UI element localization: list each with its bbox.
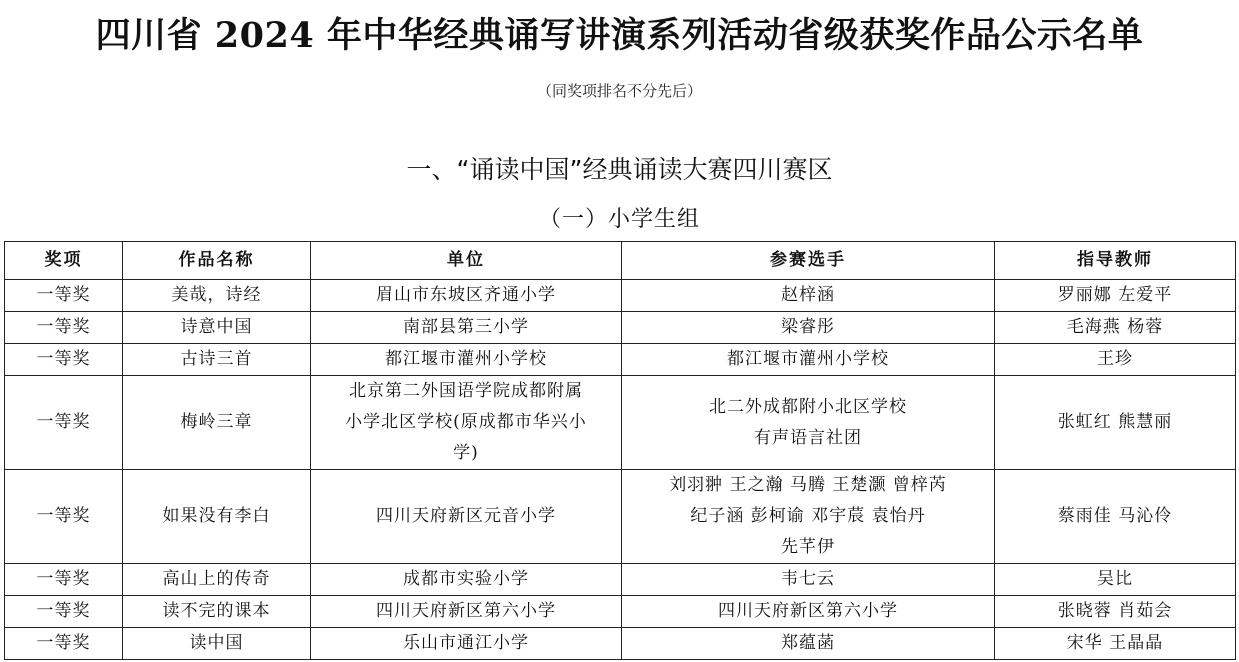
unit-cell — [311, 564, 622, 596]
contestants-line: 纪子涵 彭柯谕 邓宇莀 袁怡丹 — [690, 506, 926, 526]
unit-line: 小学北区学校(原成都市华兴小 — [345, 412, 587, 432]
table-row — [5, 596, 1236, 628]
work-cell: 古诗三首 — [123, 344, 311, 376]
unit-cell — [311, 280, 622, 312]
contestants-line: 刘羽翀 王之瀚 马腾 王楚灏 曾梓芮 — [669, 475, 947, 495]
award-cell: 一等奖 — [5, 280, 123, 312]
table-row — [5, 376, 1236, 470]
unit-cell — [311, 596, 622, 628]
contestants-line: 北二外成都附小北区学校 — [709, 396, 907, 417]
unit-line: 南部县第三小学 — [403, 317, 529, 337]
unit-line: 都江堰市灌州小学校 — [385, 349, 547, 369]
teachers-cell: 罗丽娜 左爱平 — [995, 280, 1236, 312]
table-row — [5, 470, 1236, 564]
header-award: 奖项 — [5, 242, 123, 280]
ranking-note: （同奖项排名不分先后） — [536, 82, 702, 100]
award-cell: 一等奖 — [5, 470, 123, 564]
table-row — [5, 344, 1236, 376]
table-row — [5, 564, 1236, 596]
table-header-row — [5, 242, 1236, 280]
unit-line: 眉山市东坡区齐通小学 — [376, 285, 556, 305]
contestants-line: 四川天府新区第六小学 — [718, 601, 898, 621]
header-unit: 单位 — [311, 242, 622, 280]
contestants-cell — [622, 312, 995, 344]
group-title: （一）小学生组 — [538, 207, 700, 232]
contestants-cell — [622, 596, 995, 628]
award-cell: 一等奖 — [5, 344, 123, 376]
unit-cell — [311, 628, 622, 660]
contestants-cell — [622, 344, 995, 376]
work-cell: 读中国 — [123, 628, 311, 660]
table-row — [5, 280, 1236, 312]
work-cell: 梅岭三章 — [123, 376, 311, 470]
award-cell: 一等奖 — [5, 596, 123, 628]
header-work-title: 作品名称 — [123, 242, 311, 280]
teachers-cell: 吴比 — [995, 564, 1236, 596]
unit-line: 乐山市通江小学 — [403, 633, 529, 653]
award-cell: 一等奖 — [5, 628, 123, 660]
contestants-line: 都江堰市灌州小学校 — [727, 349, 889, 369]
contestants-line: 有声语言社团 — [754, 427, 862, 448]
work-cell: 美哉，诗经 — [123, 280, 311, 312]
work-cell: 高山上的传奇 — [123, 564, 311, 596]
document-title: 四川省 2024 年中华经典诵写讲演系列活动省级获奖作品公示名单 — [95, 15, 1144, 56]
unit-cell — [311, 344, 622, 376]
award-cell: 一等奖 — [5, 564, 123, 596]
table-row — [5, 312, 1236, 344]
unit-line: 四川天府新区第六小学 — [376, 601, 556, 621]
awards-table — [4, 241, 1236, 660]
unit-cell — [311, 376, 622, 470]
teachers-cell: 王珍 — [995, 344, 1236, 376]
award-cell: 一等奖 — [5, 312, 123, 344]
contestants-line: 梁睿彤 — [781, 317, 835, 337]
unit-line: 成都市实验小学 — [403, 569, 529, 589]
work-cell: 诗意中国 — [123, 312, 311, 344]
header-teachers: 指导教师 — [995, 242, 1236, 280]
contestants-line: 韦七云 — [781, 569, 835, 589]
teachers-cell: 宋华 王晶晶 — [995, 628, 1236, 660]
contestants-cell — [622, 376, 995, 470]
award-cell: 一等奖 — [5, 376, 123, 470]
unit-line: 学) — [453, 443, 479, 463]
contestants-line: 先芊伊 — [781, 537, 835, 557]
teachers-cell: 毛海燕 杨蓉 — [995, 312, 1236, 344]
section-title: 一、“诵读中国”经典诵读大赛四川赛区 — [406, 155, 833, 184]
header-contestants: 参赛选手 — [622, 242, 995, 280]
work-cell: 如果没有李白 — [123, 470, 311, 564]
teachers-cell: 蔡雨佳 马沁伶 — [995, 470, 1236, 564]
unit-cell — [311, 312, 622, 344]
contestants-line: 郑蕴菡 — [781, 633, 835, 653]
work-cell: 读不完的课本 — [123, 596, 311, 628]
unit-line: 四川天府新区元音小学 — [376, 506, 556, 526]
contestants-cell — [622, 564, 995, 596]
contestants-line: 赵梓涵 — [781, 285, 835, 305]
unit-cell — [311, 470, 622, 564]
contestants-cell — [622, 628, 995, 660]
teachers-cell: 张晓蓉 肖茹会 — [995, 596, 1236, 628]
contestants-cell — [622, 470, 995, 564]
unit-line: 北京第二外国语学院成都附属 — [349, 381, 583, 401]
teachers-cell: 张虹红 熊慧丽 — [995, 376, 1236, 470]
contestants-cell — [622, 280, 995, 312]
table-row — [5, 628, 1236, 660]
